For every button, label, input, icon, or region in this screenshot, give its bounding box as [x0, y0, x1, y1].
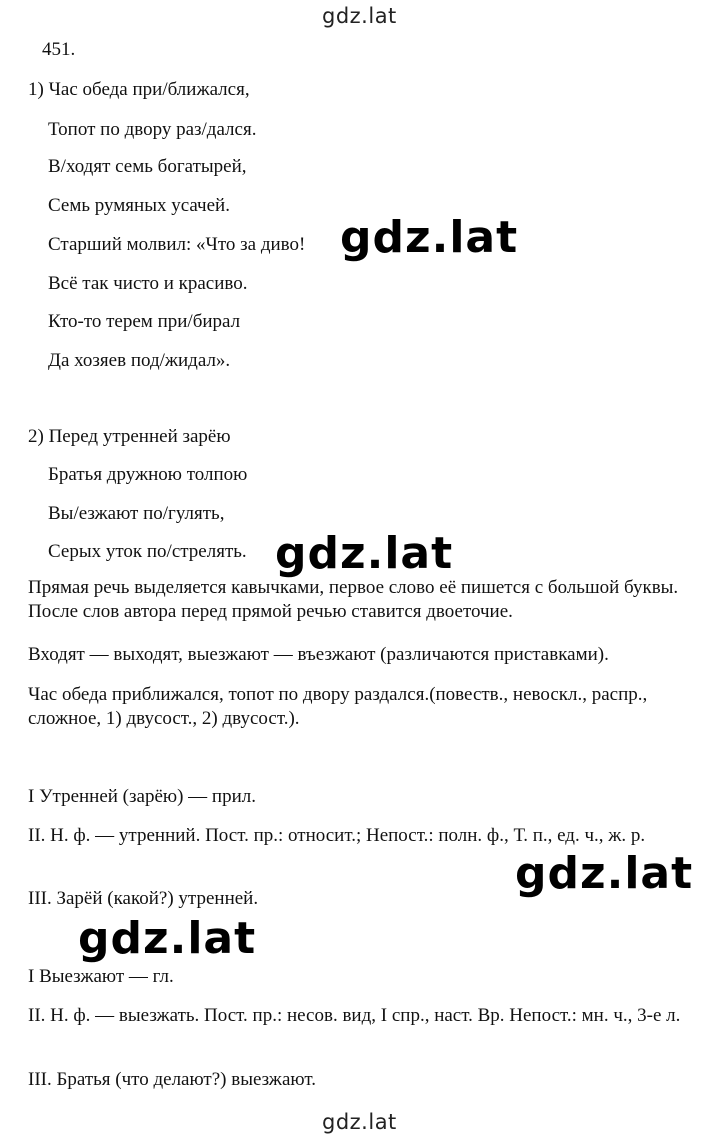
exercise-number: 451. [42, 39, 76, 60]
poem-line: Да хозяев под/жидал». [48, 350, 231, 371]
poem-line: Старший молвил: «Что за диво! [48, 234, 306, 255]
poem-line: Семь румяных усачей. [48, 195, 230, 216]
poem-line: Топот по двору раз/дался. [48, 119, 257, 140]
watermark-4: gdz.lat [78, 913, 257, 964]
poem-line: Серых уток по/стрелять. [48, 541, 247, 562]
analysis-line: I Выезжают — гл. [28, 966, 174, 987]
watermark-1: gdz.lat [340, 212, 519, 263]
analysis-line: III. Братья (что делают?) выезжают. [28, 1069, 316, 1090]
watermark-top: gdz.lat [322, 4, 397, 28]
poem-line: Вы/езжают по/гулять, [48, 503, 225, 524]
paragraph-direct-speech: Прямая речь выделяется кавычками, первое слово её пишется с большой буквы. После слов автора перед прямой речью ставится двоеточие. [28, 577, 679, 622]
poem-line: 2) Перед утренней зарёю [28, 426, 231, 447]
watermark-3: gdz.lat [515, 848, 694, 899]
watermark-2: gdz.lat [275, 528, 454, 579]
poem-line: В/ходят семь богатырей, [48, 156, 247, 177]
analysis-line: I Утренней (зарёю) — прил. [28, 786, 256, 807]
analysis-line: II. Н. ф. — выезжать. Пост. пр.: несов. вид, I спр., наст. Вр. Непост.: мн. ч., 3-е л. [28, 1005, 681, 1026]
paragraph-prefixes: Входят — выходят, выезжают — въезжают (различаются приставками). [28, 644, 609, 665]
analysis-line: II. Н. ф. — утренний. Пост. пр.: относит.; Непост.: полн. ф., Т. п., ед. ч., ж. р. [28, 825, 646, 846]
poem-line: Всё так чисто и красиво. [48, 273, 248, 294]
poem-line: 1) Час обеда при/ближался, [28, 79, 250, 100]
watermark-bottom: gdz.lat [322, 1110, 397, 1134]
paragraph-sentence-analysis: Час обеда приближался, топот по двору раздался.(повеств., невоскл., распр., сложное, 1) двусост., 2) двусост.). [28, 684, 648, 729]
analysis-line: III. Зарёй (какой?) утренней. [28, 888, 259, 909]
poem-line: Братья дружною толпою [48, 464, 248, 485]
poem-line: Кто-то терем при/бирал [48, 311, 241, 332]
